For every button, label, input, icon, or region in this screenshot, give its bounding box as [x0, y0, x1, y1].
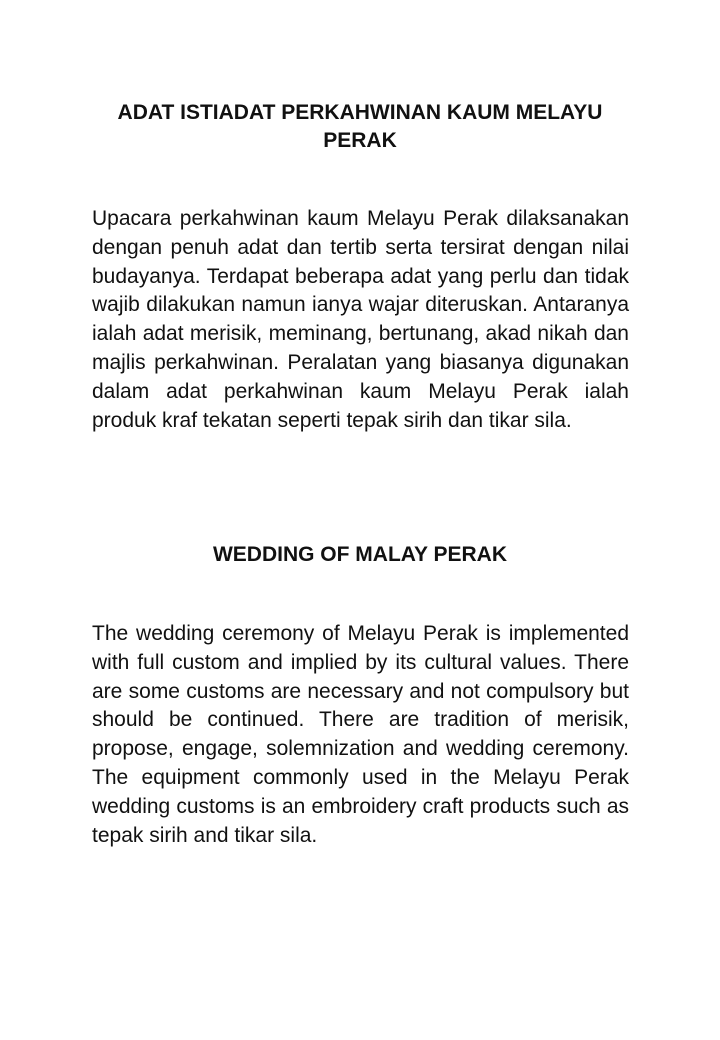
page-title-malay: ADAT ISTIADAT PERKAHWINAN KAUM MELAYU PERAK: [117, 101, 603, 152]
paragraph-english: The wedding ceremony of Melayu Perak is implemented with full custom and implied by its cultural values. There are some customs are necessary and not compulsory but should be continued. There are tradition of merisik, propose, engage, solemnization and wedding ceremony. The equipment commonly used in the Melayu Perak wedding customs is an embroidery craft products such as tepak sirih and tikar sila.: [92, 622, 629, 847]
paragraph-malay: Upacara perkahwinan kaum Melayu Perak dilaksanakan dengan penuh adat dan tertib serta tersirat dengan nilai budayanya. Terdapat beberapa adat yang perlu dan tidak wajib dilakukan namun ianya wajar diteruskan. Antaranya ialah adat merisik, meminang, bertunang, akad nikah dan majlis perkahwinan. Peralatan yang biasanya digunakan dalam adat perkahwinan kaum Melayu Perak ialah produk kraf tekatan seperti tepak sirih dan tikar sila.: [92, 207, 629, 432]
page-title-english: WEDDING OF MALAY PERAK: [212, 543, 508, 566]
